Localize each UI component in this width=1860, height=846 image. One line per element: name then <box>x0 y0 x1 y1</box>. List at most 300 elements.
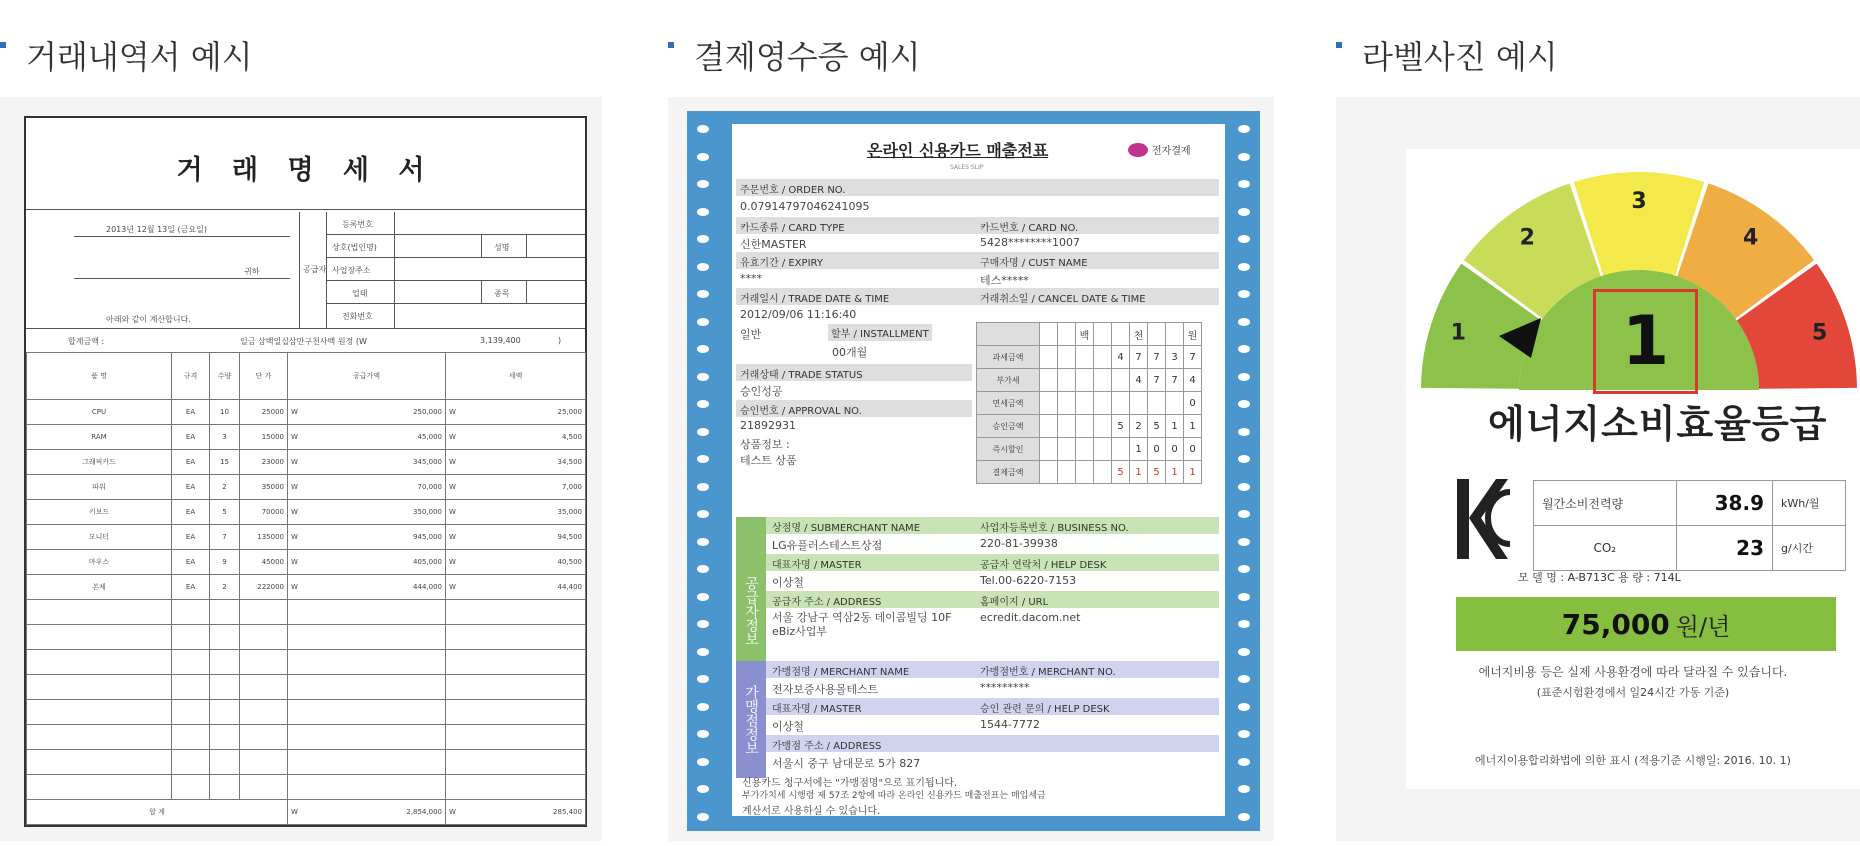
sprocket-hole <box>1238 510 1250 518</box>
table-cell <box>446 400 586 425</box>
amount-label: 즉시할인 <box>977 438 1040 461</box>
table-cell <box>240 525 288 550</box>
table-cell <box>288 750 446 775</box>
cell-value: EA <box>185 458 196 466</box>
amount-table <box>976 322 1202 484</box>
cell-value: 9 <box>222 558 227 566</box>
spec-table <box>1533 480 1846 571</box>
amount-digit <box>1094 369 1112 392</box>
sprocket-hole <box>1238 153 1250 161</box>
table-cell <box>210 625 240 650</box>
bizno-value: 220-81-39938 <box>980 537 1058 550</box>
sprocket-hole <box>697 813 709 821</box>
cell-value: 405,000 <box>413 558 442 566</box>
table-row-empty <box>27 625 586 650</box>
amount-header-row <box>977 323 1202 346</box>
sprocket-hole <box>1238 373 1250 381</box>
cell-value: 15000 <box>261 433 284 441</box>
amount-digit: 5 <box>1148 415 1166 438</box>
amount-digit <box>1112 369 1130 392</box>
pg-ceo-value: 이상철 <box>772 720 804 733</box>
sprocket-hole <box>1238 208 1250 216</box>
amount-digit: 1 <box>1184 461 1202 484</box>
pg-name-label: 가맹점명 / MERCHANT NAME <box>772 667 910 678</box>
amount-digit <box>1058 369 1076 392</box>
cell-value: EA <box>185 408 196 416</box>
pg-side-label: 가맹점정보 <box>736 661 766 778</box>
label-note: (표준시험환경에서 일24시간 가동 기준) <box>1536 686 1730 699</box>
cell-value: EA <box>185 583 196 591</box>
table-cell <box>27 525 172 550</box>
table-row-empty <box>27 750 586 775</box>
amount-digit: 0 <box>1148 438 1166 461</box>
amount-digit <box>1076 369 1094 392</box>
won-symbol: W <box>291 433 298 441</box>
sprocket-hole <box>1238 730 1250 738</box>
address-label: 공급자 주소 / ADDRESS <box>772 597 882 608</box>
supplier-field: 업태 <box>352 289 368 298</box>
label-note: 에너지비용 등은 실제 사용환경에 따라 달라질 수 있습니다. <box>1478 665 1788 679</box>
won-symbol: W <box>291 558 298 566</box>
table-cell <box>172 550 210 575</box>
table-row-empty <box>27 775 586 800</box>
url-label: 홈페이지 / URL <box>980 597 1049 608</box>
table-cell <box>210 525 240 550</box>
kc-mark-text: KC <box>1456 478 1458 479</box>
amount-digit <box>1166 392 1184 415</box>
table-footer-row <box>27 800 586 825</box>
amount-digit <box>1076 415 1094 438</box>
sprocket-hole <box>697 290 709 298</box>
table-cell <box>446 725 586 750</box>
amount-row <box>977 438 1202 461</box>
receipt-logo-text: 전자결제 <box>1152 146 1191 157</box>
table-cell <box>288 550 446 575</box>
divider <box>526 234 527 257</box>
sprocket-hole <box>1238 235 1250 243</box>
sprocket-hole <box>697 345 709 353</box>
total-value: 3,139,400 <box>480 336 521 345</box>
table-cell <box>172 425 210 450</box>
table-cell <box>288 400 446 425</box>
sprocket-hole <box>1238 813 1250 821</box>
divider <box>481 234 482 257</box>
amount-cell <box>1166 323 1184 346</box>
won-symbol: W <box>291 408 298 416</box>
table-header-row <box>27 353 586 400</box>
amount-head: 원 <box>1184 323 1202 346</box>
pg-addr-value: 서울시 중구 남대문로 5가 827 <box>772 757 921 770</box>
sprocket-hole <box>697 510 709 518</box>
gauge-number: 5 <box>1812 320 1828 346</box>
ceo-label: 대표자명 / MASTER <box>772 560 862 571</box>
cell-value: 2 <box>222 583 227 591</box>
table-cell <box>27 625 172 650</box>
table-cell <box>446 475 586 500</box>
amount-digit: 3 <box>1166 346 1184 369</box>
sprocket-hole <box>1238 785 1250 793</box>
pg-bizno-value: ********* <box>980 681 1030 694</box>
won-symbol: W <box>291 533 298 541</box>
supplier-field: 전화번호 <box>342 312 373 321</box>
amount-label: 과세금액 <box>977 346 1040 369</box>
cell-value: 45000 <box>261 558 284 566</box>
amount-digit <box>1094 438 1112 461</box>
sprocket-hole <box>697 758 709 766</box>
table-cell <box>446 675 586 700</box>
amount-digit: 0 <box>1166 438 1184 461</box>
supplier-sub-field: 성명 <box>494 243 510 252</box>
table-cell <box>446 500 586 525</box>
status-label: 거래상태 / TRADE STATUS <box>740 370 863 381</box>
table-cell <box>210 425 240 450</box>
won-symbol: W <box>449 533 456 541</box>
table-cell <box>27 500 172 525</box>
amount-digit <box>1058 415 1076 438</box>
table-cell <box>172 400 210 425</box>
table-cell <box>240 775 288 800</box>
amount-digit: 2 <box>1130 415 1148 438</box>
amount-row <box>977 369 1202 392</box>
supplier-sub-field: 종목 <box>494 289 510 298</box>
table-row-empty <box>27 675 586 700</box>
table-row-empty <box>27 700 586 725</box>
total-text: 일금 삼백일십삼만구천사백 원정 (W <box>240 337 367 346</box>
sprocket-hole <box>1238 290 1250 298</box>
cell-value: 마우스 <box>88 558 110 566</box>
receipt-subtitle: SALES SLIP <box>950 164 984 171</box>
buyer-label: 구매자명 / CUST NAME <box>980 258 1088 269</box>
table-cell <box>210 700 240 725</box>
table-cell <box>446 750 586 775</box>
address-value: 서울 강남구 역삼2동 데이콤빌딩 10F eBiz사업부 <box>772 611 952 638</box>
table-cell <box>210 750 240 775</box>
amount-digit: 5 <box>1112 415 1130 438</box>
gauge-number: 2 <box>1519 225 1535 251</box>
amount-cell <box>1112 323 1130 346</box>
submerchant-value: LG유플러스테스트상점 <box>772 539 883 552</box>
sprocket-hole <box>697 428 709 436</box>
sprocket-hole <box>697 318 709 326</box>
sprocket-hole <box>1238 675 1250 683</box>
table-cell <box>288 775 446 800</box>
sprocket-hole <box>697 263 709 271</box>
help-label: 공급자 연락처 / HELP DESK <box>980 560 1107 571</box>
amount-digit <box>1040 438 1058 461</box>
cell-value: 34,500 <box>557 458 582 466</box>
table-cell <box>446 425 586 450</box>
installment-value: 00개월 <box>832 346 868 359</box>
amount-digit <box>1058 392 1076 415</box>
label-heading <box>1336 32 1558 78</box>
cell-value: 3 <box>222 433 227 441</box>
table-cell <box>288 600 446 625</box>
won-symbol: W <box>449 583 456 591</box>
table-cell <box>210 550 240 575</box>
spec-unit: kWh/월 <box>1773 481 1846 526</box>
trade-date-value: 2012/09/06 11:16:40 <box>740 308 857 321</box>
sprocket-hole <box>1238 565 1250 573</box>
sprocket-hole <box>697 483 709 491</box>
cost-unit: 원/년 <box>1675 612 1731 641</box>
cell-value: 모니터 <box>88 533 110 541</box>
pg-bizno-label: 가맹점번호 / MERCHANT NO. <box>980 667 1116 678</box>
pg-ceo-label: 대표자명 / MASTER <box>772 704 862 715</box>
receipt-logo <box>1128 142 1191 157</box>
table-cell <box>240 650 288 675</box>
table-cell <box>27 725 172 750</box>
cell-value: RAM <box>91 433 107 441</box>
cell-value: 2 <box>222 483 227 491</box>
divider <box>481 280 482 303</box>
table-cell <box>27 400 172 425</box>
sprocket-hole <box>697 455 709 463</box>
cell-value: 15 <box>220 458 229 466</box>
invoice-date: 2013년 12월 13일 (금요일) <box>106 225 207 234</box>
table-row <box>27 575 586 600</box>
won-symbol: W <box>291 483 298 491</box>
cell-value: EA <box>185 558 196 566</box>
table-cell <box>288 725 446 750</box>
label-heading-text: 라벨사진 예시 <box>1362 38 1558 76</box>
table-cell <box>172 600 210 625</box>
amount-digit <box>1058 346 1076 369</box>
company-logo-icon <box>1128 143 1148 157</box>
table-cell <box>210 575 240 600</box>
table-cell <box>240 425 288 450</box>
footer-supply <box>288 800 446 825</box>
approval-label: 승인번호 / APPROVAL NO. <box>740 406 862 417</box>
table-cell <box>27 450 172 475</box>
won-symbol: W <box>449 458 456 466</box>
amount-digit <box>1040 369 1058 392</box>
table-cell <box>210 675 240 700</box>
table-row-empty <box>27 725 586 750</box>
sprocket-hole <box>1238 345 1250 353</box>
table-cell <box>210 650 240 675</box>
column-header: 품 명 <box>27 353 172 400</box>
table-cell <box>172 575 210 600</box>
won-symbol: W <box>449 508 456 516</box>
installment-label: 할부 / INSTALLMENT <box>828 324 932 341</box>
table-row <box>27 475 586 500</box>
receipt-title: 온라인 신용카드 매출전표 <box>867 141 1049 160</box>
sprocket-hole <box>697 703 709 711</box>
annual-cost-bar <box>1456 597 1836 651</box>
table-row-empty <box>27 650 586 675</box>
amount-head: 백 <box>1076 323 1094 346</box>
gauge-number: 1 <box>1450 320 1466 346</box>
amount-cell <box>1094 323 1112 346</box>
pg-help-label: 승인 관련 문의 / HELP DESK <box>980 704 1110 715</box>
receipt-document <box>732 124 1225 816</box>
amount-digit <box>1076 392 1094 415</box>
cell-value: 444,000 <box>413 583 442 591</box>
cell-value: 45,000 <box>417 433 442 441</box>
cell-value: 5 <box>222 508 227 516</box>
table-cell <box>172 500 210 525</box>
table-cell <box>27 675 172 700</box>
url-value: ecredit.dacom.net <box>980 611 1081 624</box>
divider <box>526 280 527 303</box>
footer-label: 합 계 <box>27 800 288 825</box>
kc-mark-icon <box>1456 478 1512 560</box>
amount-label: 부가세 <box>977 369 1040 392</box>
receipt-footer-line: 계산서로 사용하실 수 있습니다. <box>742 806 881 817</box>
divider <box>74 236 290 237</box>
table-cell <box>172 650 210 675</box>
gauge-number: 4 <box>1743 225 1759 251</box>
spec-unit: g/시간 <box>1773 526 1846 571</box>
table-cell <box>240 625 288 650</box>
sprocket-hole <box>697 593 709 601</box>
amount-digit: 4 <box>1184 369 1202 392</box>
amount-digit: 5 <box>1112 461 1130 484</box>
amount-digit: 4 <box>1112 346 1130 369</box>
card-no-label: 카드번호 / CARD NO. <box>980 223 1079 234</box>
divider <box>394 212 395 328</box>
sprocket-hole <box>697 730 709 738</box>
amount-digit <box>1058 438 1076 461</box>
cell-value: 350,000 <box>413 508 442 516</box>
amount-label: 면세금액 <box>977 392 1040 415</box>
supplier-field: 사업장주소 <box>332 266 371 275</box>
bizno-label: 사업자등록번호 / BUSINESS NO. <box>980 523 1129 534</box>
label-law-text: 에너지이용합리화법에 의한 표시 (적용기준 시행일: 2016. 10. 1) <box>1475 754 1791 767</box>
table-cell <box>27 475 172 500</box>
amount-digit <box>1040 392 1058 415</box>
sprocket-hole <box>697 648 709 656</box>
product-label: 상품정보 : <box>740 438 790 451</box>
table-cell <box>288 475 446 500</box>
amount-cell <box>1058 323 1076 346</box>
cell-value: 25,000 <box>557 408 582 416</box>
amount-digit <box>1112 392 1130 415</box>
receipt-footer-line: 신용카드 청구서에는 "가맹점명"으로 표기됩니다. <box>742 778 958 789</box>
cell-value: 35000 <box>261 483 284 491</box>
invoice-heading-text: 거래내역서 예시 <box>26 38 253 76</box>
won-symbol: W <box>449 808 456 816</box>
amount-digit: 5 <box>1148 461 1166 484</box>
table-cell <box>210 500 240 525</box>
amount-row <box>977 346 1202 369</box>
table-cell <box>172 775 210 800</box>
footer-supply-value: 2,854,000 <box>406 808 442 816</box>
amount-digit <box>1076 461 1094 484</box>
table-cell <box>446 575 586 600</box>
invoice-title: 거 래 명 세 서 <box>176 155 435 186</box>
table-cell <box>172 475 210 500</box>
cell-value: 250,000 <box>413 408 442 416</box>
cell-value: EA <box>185 483 196 491</box>
amount-row <box>977 461 1202 484</box>
cell-value: EA <box>185 533 196 541</box>
table-cell <box>240 700 288 725</box>
cell-value: 파워 <box>92 483 106 491</box>
column-header: 규격 <box>172 353 210 400</box>
table-cell <box>210 600 240 625</box>
cell-value: 그래픽카드 <box>82 458 116 466</box>
amount-digit <box>1058 461 1076 484</box>
buyer-value: 테스***** <box>980 274 1029 287</box>
ceo-value: 이상철 <box>772 576 804 589</box>
amount-digit: 7 <box>1148 369 1166 392</box>
supplier-field: 상호(법인명) <box>332 243 377 252</box>
table-cell <box>288 450 446 475</box>
expiry-value: **** <box>740 272 762 285</box>
model-text: 모 델 명 : A-B713C 용 량 : 714L <box>1518 571 1681 584</box>
table-cell <box>288 425 446 450</box>
trade-date-label: 거래일시 / TRADE DATE & TIME <box>740 294 890 305</box>
table-cell <box>288 625 446 650</box>
gauge-number: 3 <box>1631 189 1647 214</box>
pg-name-value: 전자보증사용몰테스트 <box>772 683 879 696</box>
cell-value: EA <box>185 433 196 441</box>
approval-value: 21892931 <box>740 419 796 432</box>
amount-digit <box>1094 415 1112 438</box>
table-row <box>27 525 586 550</box>
table-cell <box>172 725 210 750</box>
pg-help-value: 1544-7772 <box>980 718 1040 731</box>
table-cell <box>172 450 210 475</box>
invoice-heading <box>0 32 253 78</box>
table-cell <box>288 525 446 550</box>
status-value: 승인성공 <box>740 385 783 398</box>
won-symbol: W <box>291 808 298 816</box>
divider <box>326 280 585 281</box>
cell-value: 25000 <box>261 408 284 416</box>
grade-number: 1 <box>1621 302 1670 381</box>
spec-row <box>1534 481 1846 526</box>
table-cell <box>446 625 586 650</box>
table-cell <box>240 675 288 700</box>
table-cell <box>27 600 172 625</box>
sprocket-hole <box>1238 620 1250 628</box>
receipt-footer-line: 부가가치세 시행령 제 57조 2항에 따라 온라인 신용카드 매출전표는 매입세금 <box>742 791 1046 801</box>
product-value: 테스트 상품 <box>740 454 797 467</box>
cell-value: EA <box>185 508 196 516</box>
table-cell <box>446 775 586 800</box>
sprocket-hole <box>1238 125 1250 133</box>
sprocket-hole <box>1238 428 1250 436</box>
bullet-icon <box>1336 42 1342 48</box>
table-cell <box>240 750 288 775</box>
table-cell <box>446 525 586 550</box>
won-symbol: W <box>449 483 456 491</box>
sprocket-hole <box>697 565 709 573</box>
amount-label: 승인금액 <box>977 415 1040 438</box>
cell-value: 7 <box>222 533 227 541</box>
won-symbol: W <box>449 558 456 566</box>
table-cell <box>446 450 586 475</box>
sprocket-hole <box>697 675 709 683</box>
cell-value: 7,000 <box>561 483 582 491</box>
table-cell <box>27 650 172 675</box>
amount-digit: 4 <box>1130 369 1148 392</box>
amount-digit: 1 <box>1184 415 1202 438</box>
table-cell <box>27 425 172 450</box>
cell-value: 4,500 <box>561 433 582 441</box>
divider <box>26 209 585 210</box>
total-label: 합계금액 : <box>68 337 105 346</box>
order-value: 0.07914797046241095 <box>740 200 870 213</box>
amount-cell <box>1148 323 1166 346</box>
table-cell <box>288 500 446 525</box>
card-no-value: 5428********1007 <box>980 236 1080 249</box>
amount-digit <box>1148 392 1166 415</box>
amount-digit: 1 <box>1166 461 1184 484</box>
cell-value: CPU <box>91 408 107 416</box>
